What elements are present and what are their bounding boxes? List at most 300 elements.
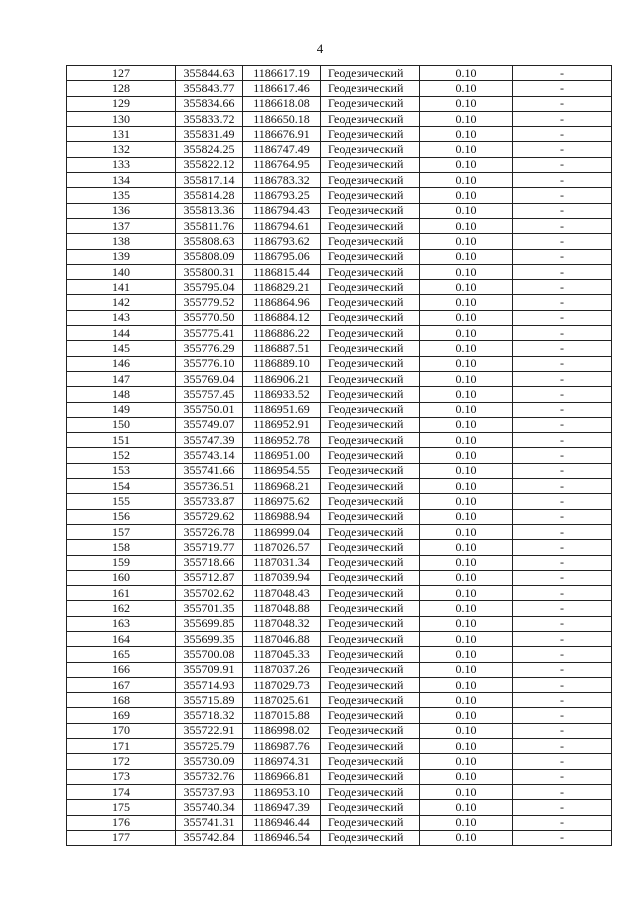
precision-cell: 0.10: [420, 127, 513, 142]
table-row: [67, 402, 612, 417]
method-cell: Геодезический: [321, 448, 420, 463]
y-coordinate-cell: 1186886.22: [243, 326, 321, 341]
x-coordinate-cell: 355699.35: [176, 631, 243, 646]
table-row: [67, 662, 612, 677]
precision-cell: 0.10: [420, 280, 513, 295]
table-row: [67, 509, 612, 524]
note-cell: -: [513, 524, 612, 539]
y-coordinate-cell: 1186952.78: [243, 433, 321, 448]
method-cell: Геодезический: [321, 723, 420, 738]
point-number-cell: 169: [67, 708, 176, 723]
note-cell: -: [513, 280, 612, 295]
x-coordinate-cell: 355749.07: [176, 417, 243, 432]
table-row: [67, 218, 612, 233]
method-cell: Геодезический: [321, 173, 420, 188]
x-coordinate-cell: 355718.32: [176, 708, 243, 723]
x-coordinate-cell: 355769.04: [176, 371, 243, 386]
x-coordinate-cell: 355831.49: [176, 127, 243, 142]
method-cell: Геодезический: [321, 601, 420, 616]
precision-cell: 0.10: [420, 188, 513, 203]
note-cell: -: [513, 448, 612, 463]
precision-cell: 0.10: [420, 417, 513, 432]
x-coordinate-cell: 355740.34: [176, 800, 243, 815]
point-number-cell: 163: [67, 616, 176, 631]
table-row: [67, 157, 612, 172]
note-cell: -: [513, 540, 612, 555]
point-number-cell: 177: [67, 830, 176, 845]
y-coordinate-cell: 1186947.39: [243, 800, 321, 815]
point-number-cell: 167: [67, 677, 176, 692]
y-coordinate-cell: 1186906.21: [243, 371, 321, 386]
table-row: [67, 708, 612, 723]
table-row: [67, 693, 612, 708]
method-cell: Геодезический: [321, 341, 420, 356]
y-coordinate-cell: 1187015.88: [243, 708, 321, 723]
method-cell: Геодезический: [321, 555, 420, 570]
table-row: [67, 815, 612, 830]
table-row: [67, 295, 612, 310]
y-coordinate-cell: 1186815.44: [243, 264, 321, 279]
point-number-cell: 141: [67, 280, 176, 295]
note-cell: -: [513, 662, 612, 677]
method-cell: Геодезический: [321, 540, 420, 555]
table-row: [67, 234, 612, 249]
precision-cell: 0.10: [420, 739, 513, 754]
precision-cell: 0.10: [420, 524, 513, 539]
point-number-cell: 158: [67, 540, 176, 555]
method-cell: Геодезический: [321, 524, 420, 539]
x-coordinate-cell: 355742.84: [176, 830, 243, 845]
precision-cell: 0.10: [420, 662, 513, 677]
note-cell: -: [513, 815, 612, 830]
method-cell: Геодезический: [321, 280, 420, 295]
page-number: 4: [316, 41, 324, 56]
note-cell: -: [513, 173, 612, 188]
point-number-cell: 170: [67, 723, 176, 738]
x-coordinate-cell: 355719.77: [176, 540, 243, 555]
y-coordinate-cell: 1187029.73: [243, 677, 321, 692]
method-cell: Геодезический: [321, 127, 420, 142]
point-number-cell: 133: [67, 157, 176, 172]
table-row: [67, 769, 612, 784]
precision-cell: 0.10: [420, 723, 513, 738]
table-row: [67, 463, 612, 478]
method-cell: Геодезический: [321, 188, 420, 203]
point-number-cell: 135: [67, 188, 176, 203]
precision-cell: 0.10: [420, 295, 513, 310]
precision-cell: 0.10: [420, 540, 513, 555]
y-coordinate-cell: 1186946.44: [243, 815, 321, 830]
point-number-cell: 140: [67, 264, 176, 279]
note-cell: -: [513, 326, 612, 341]
point-number-cell: 166: [67, 662, 176, 677]
y-coordinate-cell: 1186794.61: [243, 218, 321, 233]
x-coordinate-cell: 355747.39: [176, 433, 243, 448]
table-row: [67, 96, 612, 111]
note-cell: -: [513, 555, 612, 570]
precision-cell: 0.10: [420, 494, 513, 509]
precision-cell: 0.10: [420, 800, 513, 815]
method-cell: Геодезический: [321, 295, 420, 310]
x-coordinate-cell: 355800.31: [176, 264, 243, 279]
table-row: [67, 494, 612, 509]
method-cell: Геодезический: [321, 463, 420, 478]
point-number-cell: 165: [67, 647, 176, 662]
note-cell: -: [513, 295, 612, 310]
method-cell: Геодезический: [321, 157, 420, 172]
method-cell: Геодезический: [321, 371, 420, 386]
point-number-cell: 146: [67, 356, 176, 371]
x-coordinate-cell: 355776.29: [176, 341, 243, 356]
precision-cell: 0.10: [420, 784, 513, 799]
note-cell: -: [513, 601, 612, 616]
table-row: [67, 616, 612, 631]
y-coordinate-cell: 1187039.94: [243, 570, 321, 585]
precision-cell: 0.10: [420, 601, 513, 616]
y-coordinate-cell: 1187026.57: [243, 540, 321, 555]
method-cell: Геодезический: [321, 754, 420, 769]
note-cell: -: [513, 264, 612, 279]
y-coordinate-cell: 1186764.95: [243, 157, 321, 172]
x-coordinate-cell: 355722.91: [176, 723, 243, 738]
table-row: [67, 142, 612, 157]
method-cell: Геодезический: [321, 830, 420, 845]
precision-cell: 0.10: [420, 616, 513, 631]
precision-cell: 0.10: [420, 66, 513, 81]
x-coordinate-cell: 355743.14: [176, 448, 243, 463]
table-row: [67, 127, 612, 142]
precision-cell: 0.10: [420, 433, 513, 448]
precision-cell: 0.10: [420, 479, 513, 494]
note-cell: -: [513, 96, 612, 111]
note-cell: -: [513, 494, 612, 509]
table-row: [67, 586, 612, 601]
point-number-cell: 155: [67, 494, 176, 509]
x-coordinate-cell: 355834.66: [176, 96, 243, 111]
precision-cell: 0.10: [420, 111, 513, 126]
precision-cell: 0.10: [420, 203, 513, 218]
precision-cell: 0.10: [420, 96, 513, 111]
precision-cell: 0.10: [420, 356, 513, 371]
x-coordinate-cell: 355770.50: [176, 310, 243, 325]
precision-cell: 0.10: [420, 570, 513, 585]
point-number-cell: 153: [67, 463, 176, 478]
method-cell: Геодезический: [321, 417, 420, 432]
table-row: [67, 555, 612, 570]
point-number-cell: 147: [67, 371, 176, 386]
x-coordinate-cell: 355833.72: [176, 111, 243, 126]
precision-cell: 0.10: [420, 249, 513, 264]
note-cell: -: [513, 631, 612, 646]
method-cell: Геодезический: [321, 708, 420, 723]
table-row: [67, 326, 612, 341]
precision-cell: 0.10: [420, 371, 513, 386]
table-row: [67, 479, 612, 494]
x-coordinate-cell: 355718.66: [176, 555, 243, 570]
precision-cell: 0.10: [420, 326, 513, 341]
x-coordinate-cell: 355714.93: [176, 677, 243, 692]
point-number-cell: 149: [67, 402, 176, 417]
y-coordinate-cell: 1186951.00: [243, 448, 321, 463]
note-cell: -: [513, 723, 612, 738]
x-coordinate-cell: 355808.63: [176, 234, 243, 249]
point-number-cell: 137: [67, 218, 176, 233]
y-coordinate-cell: 1186793.25: [243, 188, 321, 203]
point-number-cell: 144: [67, 326, 176, 341]
table-row: [67, 417, 612, 432]
method-cell: Геодезический: [321, 586, 420, 601]
y-coordinate-cell: 1187031.34: [243, 555, 321, 570]
note-cell: -: [513, 830, 612, 845]
precision-cell: 0.10: [420, 586, 513, 601]
y-coordinate-cell: 1186975.62: [243, 494, 321, 509]
precision-cell: 0.10: [420, 509, 513, 524]
method-cell: Геодезический: [321, 677, 420, 692]
y-coordinate-cell: 1186889.10: [243, 356, 321, 371]
y-coordinate-cell: 1187025.61: [243, 693, 321, 708]
point-number-cell: 150: [67, 417, 176, 432]
method-cell: Геодезический: [321, 218, 420, 233]
note-cell: -: [513, 417, 612, 432]
table-row: [67, 739, 612, 754]
point-number-cell: 175: [67, 800, 176, 815]
point-number-cell: 139: [67, 249, 176, 264]
precision-cell: 0.10: [420, 693, 513, 708]
method-cell: Геодезический: [321, 402, 420, 417]
y-coordinate-cell: 1187048.88: [243, 601, 321, 616]
method-cell: Геодезический: [321, 249, 420, 264]
point-number-cell: 164: [67, 631, 176, 646]
method-cell: Геодезический: [321, 264, 420, 279]
precision-cell: 0.10: [420, 754, 513, 769]
x-coordinate-cell: 355712.87: [176, 570, 243, 585]
y-coordinate-cell: 1186617.46: [243, 81, 321, 96]
note-cell: -: [513, 433, 612, 448]
coordinates-table: [66, 65, 612, 846]
method-cell: Геодезический: [321, 142, 420, 157]
y-coordinate-cell: 1186884.12: [243, 310, 321, 325]
table-row: [67, 830, 612, 845]
x-coordinate-cell: 355736.51: [176, 479, 243, 494]
method-cell: Геодезический: [321, 631, 420, 646]
table-row: [67, 800, 612, 815]
note-cell: -: [513, 479, 612, 494]
table-row: [67, 173, 612, 188]
note-cell: -: [513, 81, 612, 96]
x-coordinate-cell: 355822.12: [176, 157, 243, 172]
y-coordinate-cell: 1187045.33: [243, 647, 321, 662]
method-cell: Геодезический: [321, 616, 420, 631]
method-cell: Геодезический: [321, 66, 420, 81]
precision-cell: 0.10: [420, 387, 513, 402]
note-cell: -: [513, 218, 612, 233]
table-row: [67, 754, 612, 769]
table-row: [67, 81, 612, 96]
x-coordinate-cell: 355730.09: [176, 754, 243, 769]
point-number-cell: 174: [67, 784, 176, 799]
y-coordinate-cell: 1186864.96: [243, 295, 321, 310]
point-number-cell: 168: [67, 693, 176, 708]
point-number-cell: 159: [67, 555, 176, 570]
x-coordinate-cell: 355741.31: [176, 815, 243, 830]
table-row: [67, 647, 612, 662]
note-cell: -: [513, 157, 612, 172]
x-coordinate-cell: 355702.62: [176, 586, 243, 601]
y-coordinate-cell: 1186793.62: [243, 234, 321, 249]
table-row: [67, 371, 612, 386]
y-coordinate-cell: 1186987.76: [243, 739, 321, 754]
precision-cell: 0.10: [420, 708, 513, 723]
method-cell: Геодезический: [321, 387, 420, 402]
x-coordinate-cell: 355750.01: [176, 402, 243, 417]
precision-cell: 0.10: [420, 264, 513, 279]
method-cell: Геодезический: [321, 356, 420, 371]
point-number-cell: 171: [67, 739, 176, 754]
precision-cell: 0.10: [420, 81, 513, 96]
x-coordinate-cell: 355701.35: [176, 601, 243, 616]
point-number-cell: 148: [67, 387, 176, 402]
note-cell: -: [513, 234, 612, 249]
method-cell: Геодезический: [321, 494, 420, 509]
table-row: [67, 524, 612, 539]
precision-cell: 0.10: [420, 830, 513, 845]
y-coordinate-cell: 1186999.04: [243, 524, 321, 539]
table-row: [67, 203, 612, 218]
note-cell: -: [513, 647, 612, 662]
table-row: [67, 264, 612, 279]
y-coordinate-cell: 1186650.18: [243, 111, 321, 126]
note-cell: -: [513, 111, 612, 126]
note-cell: -: [513, 586, 612, 601]
table-row: [67, 677, 612, 692]
method-cell: Геодезический: [321, 203, 420, 218]
table-row: [67, 601, 612, 616]
note-cell: -: [513, 341, 612, 356]
x-coordinate-cell: 355844.63: [176, 66, 243, 81]
point-number-cell: 127: [67, 66, 176, 81]
table-row: [67, 570, 612, 585]
x-coordinate-cell: 355813.36: [176, 203, 243, 218]
x-coordinate-cell: 355779.52: [176, 295, 243, 310]
table-row: [67, 631, 612, 646]
point-number-cell: 138: [67, 234, 176, 249]
point-number-cell: 173: [67, 769, 176, 784]
y-coordinate-cell: 1186988.94: [243, 509, 321, 524]
table-row: [67, 540, 612, 555]
x-coordinate-cell: 355733.87: [176, 494, 243, 509]
precision-cell: 0.10: [420, 341, 513, 356]
table-row: [67, 387, 612, 402]
point-number-cell: 176: [67, 815, 176, 830]
y-coordinate-cell: 1187048.32: [243, 616, 321, 631]
x-coordinate-cell: 355699.85: [176, 616, 243, 631]
method-cell: Геодезический: [321, 81, 420, 96]
x-coordinate-cell: 355817.14: [176, 173, 243, 188]
note-cell: -: [513, 570, 612, 585]
table-row: [67, 66, 612, 81]
table-row: [67, 433, 612, 448]
precision-cell: 0.10: [420, 448, 513, 463]
note-cell: -: [513, 693, 612, 708]
precision-cell: 0.10: [420, 677, 513, 692]
point-number-cell: 145: [67, 341, 176, 356]
y-coordinate-cell: 1186795.06: [243, 249, 321, 264]
note-cell: -: [513, 310, 612, 325]
x-coordinate-cell: 355814.28: [176, 188, 243, 203]
y-coordinate-cell: 1186951.69: [243, 402, 321, 417]
y-coordinate-cell: 1186953.10: [243, 784, 321, 799]
x-coordinate-cell: 355795.04: [176, 280, 243, 295]
method-cell: Геодезический: [321, 739, 420, 754]
table-row: [67, 310, 612, 325]
x-coordinate-cell: 355757.45: [176, 387, 243, 402]
precision-cell: 0.10: [420, 218, 513, 233]
y-coordinate-cell: 1187046.88: [243, 631, 321, 646]
y-coordinate-cell: 1186968.21: [243, 479, 321, 494]
method-cell: Геодезический: [321, 815, 420, 830]
coordinates-table-body: [67, 66, 612, 846]
method-cell: Геодезический: [321, 234, 420, 249]
x-coordinate-cell: 355811.76: [176, 218, 243, 233]
y-coordinate-cell: 1186618.08: [243, 96, 321, 111]
x-coordinate-cell: 355726.78: [176, 524, 243, 539]
point-number-cell: 162: [67, 601, 176, 616]
note-cell: -: [513, 188, 612, 203]
point-number-cell: 152: [67, 448, 176, 463]
x-coordinate-cell: 355824.25: [176, 142, 243, 157]
method-cell: Геодезический: [321, 111, 420, 126]
precision-cell: 0.10: [420, 157, 513, 172]
method-cell: Геодезический: [321, 769, 420, 784]
precision-cell: 0.10: [420, 310, 513, 325]
note-cell: -: [513, 708, 612, 723]
point-number-cell: 129: [67, 96, 176, 111]
note-cell: -: [513, 800, 612, 815]
note-cell: -: [513, 387, 612, 402]
point-number-cell: 151: [67, 433, 176, 448]
precision-cell: 0.10: [420, 647, 513, 662]
x-coordinate-cell: 355729.62: [176, 509, 243, 524]
method-cell: Геодезический: [321, 310, 420, 325]
method-cell: Геодезический: [321, 647, 420, 662]
point-number-cell: 143: [67, 310, 176, 325]
y-coordinate-cell: 1186966.81: [243, 769, 321, 784]
note-cell: -: [513, 127, 612, 142]
y-coordinate-cell: 1186887.51: [243, 341, 321, 356]
method-cell: Геодезический: [321, 326, 420, 341]
precision-cell: 0.10: [420, 234, 513, 249]
point-number-cell: 161: [67, 586, 176, 601]
point-number-cell: 131: [67, 127, 176, 142]
table-row: [67, 448, 612, 463]
x-coordinate-cell: 355775.41: [176, 326, 243, 341]
method-cell: Геодезический: [321, 433, 420, 448]
point-number-cell: 157: [67, 524, 176, 539]
note-cell: -: [513, 509, 612, 524]
x-coordinate-cell: 355700.08: [176, 647, 243, 662]
note-cell: -: [513, 402, 612, 417]
table-row: [67, 249, 612, 264]
note-cell: -: [513, 739, 612, 754]
y-coordinate-cell: 1186974.31: [243, 754, 321, 769]
y-coordinate-cell: 1186676.91: [243, 127, 321, 142]
y-coordinate-cell: 1187048.43: [243, 586, 321, 601]
method-cell: Геодезический: [321, 479, 420, 494]
note-cell: -: [513, 249, 612, 264]
method-cell: Геодезический: [321, 509, 420, 524]
note-cell: -: [513, 754, 612, 769]
point-number-cell: 130: [67, 111, 176, 126]
